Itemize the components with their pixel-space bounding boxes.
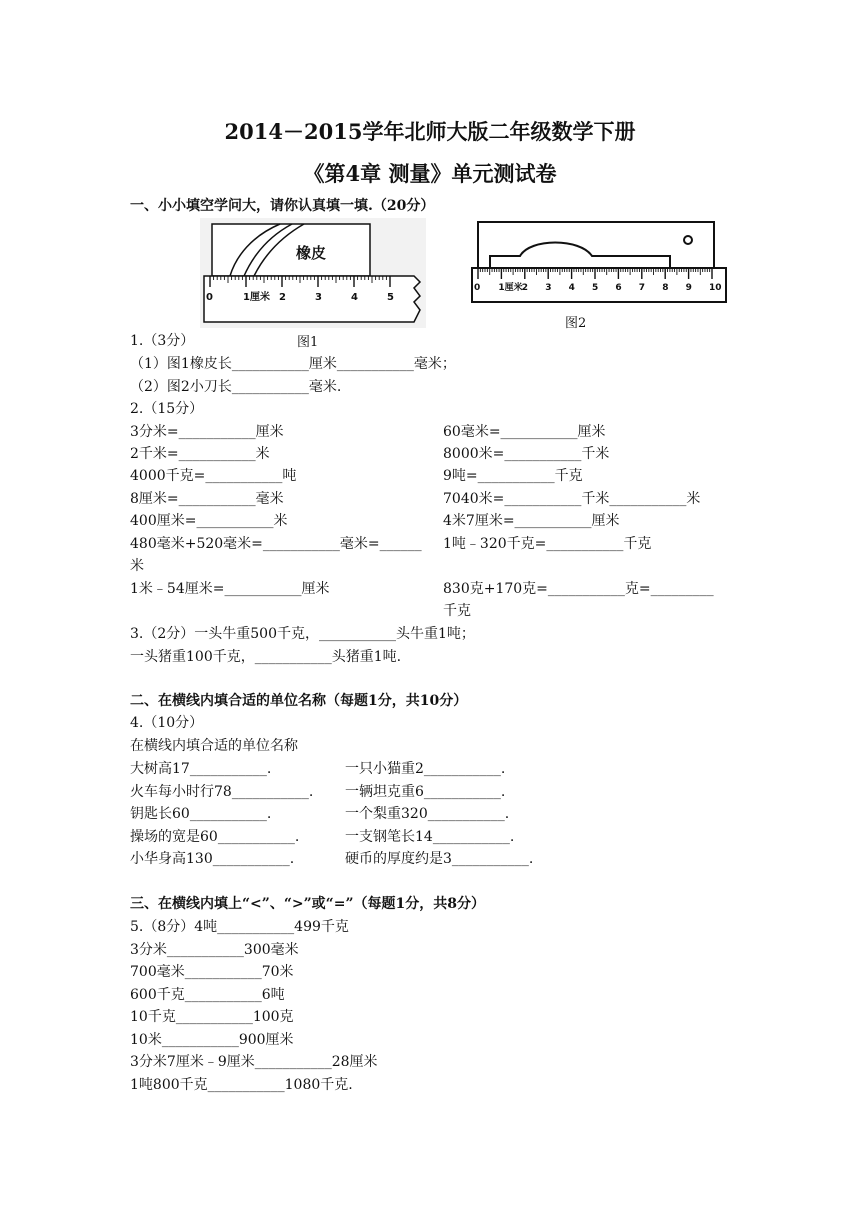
ruler-label: 2 [521, 283, 529, 293]
q1-part1: （1）图1橡皮长___________厘米___________毫米； [130, 356, 456, 372]
q4-right-1: 一只小猫重2___________. [345, 761, 506, 777]
q2-label: 2.（15分） [130, 401, 204, 417]
q5-item-1: 5.（8分）4吨___________499千克 [130, 919, 349, 935]
ruler-label: 4 [568, 283, 575, 293]
q2-left-7: 1米﹣54厘米=___________厘米 [130, 581, 330, 597]
title-line-2: 《第4章 测量》单元测试卷 [303, 161, 557, 186]
q3-line2: 一头猪重100千克，___________头猪重1吨. [130, 649, 402, 665]
q2-left-5: 400厘米=___________米 [130, 513, 288, 529]
q2-right-1: 60毫米=___________厘米 [443, 424, 606, 440]
q4-left-5: 小华身高130___________. [130, 851, 295, 867]
q2-left-2: 2千米=___________米 [130, 446, 270, 462]
q5-item-4: 600千克___________6吨 [130, 987, 285, 1003]
q2-right-3: 9吨=___________千克 [443, 468, 583, 484]
q2-right-7: 830克+170克=___________克=_________ [443, 581, 714, 597]
q5-item-8: 1吨800千克___________1080千克. [130, 1077, 353, 1093]
q5-item-7: 3分米7厘米﹣9厘米___________28厘米 [130, 1054, 378, 1070]
q2-right-5: 4米7厘米=___________厘米 [443, 513, 620, 529]
ruler-label: 5 [387, 292, 394, 303]
q3-line1: 3.（2分）一头牛重500千克，___________头牛重1吨； [130, 626, 475, 642]
ruler-label: 10 [709, 283, 722, 293]
q2-left-6: 480毫米+520毫米=___________毫米=______ [130, 536, 422, 552]
q4-right-4: 一支钢笔长14___________. [345, 829, 515, 845]
ruler-label: 6 [615, 283, 622, 293]
q2-left-1: 3分米=___________厘米 [130, 424, 284, 440]
ruler-label: 3 [315, 292, 322, 303]
q4-left-4: 操场的宽是60___________. [130, 829, 300, 845]
q2-right-2: 8000米=___________千米 [443, 446, 610, 462]
figure1-eraser-ruler [200, 218, 426, 328]
section3-heading: 三、在横线内填上“<”、“>”或“=”（每题1分，共8分） [130, 896, 485, 912]
q2-right-6: 1吨﹣320千克=___________千克 [443, 536, 652, 552]
figure2-knife-ruler [470, 218, 732, 310]
eraser-label: 橡皮 [296, 244, 327, 262]
q5-item-3: 700毫米___________70米 [130, 964, 294, 980]
q2-right-4: 7040米=___________千米___________米 [443, 491, 701, 507]
q2-right-7-wrap: 千克 [443, 603, 471, 619]
knife-shape [478, 222, 714, 268]
q1-part2: （2）图2小刀长___________毫米. [130, 379, 342, 395]
q4-label: 4.（10分） [130, 715, 204, 731]
section2-heading: 二、在横线内填合适的单位名称（每题1分，共10分） [130, 693, 468, 709]
q4-left-2: 火车每小时行78___________. [130, 784, 314, 800]
q5-item-6: 10米___________900厘米 [130, 1032, 294, 1048]
ruler-label: 0 [474, 283, 481, 293]
q2-left-4: 8厘米=___________毫米 [130, 491, 284, 507]
ruler-label: 7 [638, 283, 646, 293]
ruler-label: 1厘米 [498, 283, 523, 293]
ruler-label: 9 [685, 283, 692, 293]
section1-heading: 一、小小填空学问大，请你认真填一填.（20分） [130, 198, 435, 214]
figure2-caption: 图2 [565, 316, 587, 331]
figure1-caption: 图1 [297, 335, 319, 350]
q2-left-6-wrap: 米 [130, 558, 144, 574]
ruler-label: 1厘米 [243, 292, 270, 303]
q4-intro: 在横线内填合适的单位名称 [130, 738, 298, 754]
q1-label: 1.（3分） [130, 333, 195, 349]
q4-left-3: 钥匙长60___________. [130, 806, 272, 822]
ruler-label: 5 [592, 283, 599, 293]
q5-item-5: 10千克___________100克 [130, 1009, 294, 1025]
q2-left-3: 4000千克=___________吨 [130, 468, 297, 484]
ruler-label: 3 [545, 283, 552, 293]
q4-right-3: 一个梨重320___________. [345, 806, 510, 822]
ruler-label: 8 [662, 283, 669, 293]
ruler-label: 2 [279, 292, 286, 303]
q4-right-2: 一辆坦克重6___________. [345, 784, 506, 800]
q4-right-5: 硬币的厚度约是3___________. [345, 851, 534, 867]
q4-left-1: 大树高17___________. [130, 761, 272, 777]
title-line-1: 2014－2015学年北师大版二年级数学下册 [224, 119, 636, 144]
q5-item-2: 3分米___________300毫米 [130, 942, 299, 958]
ruler-label: 4 [351, 292, 358, 303]
ruler-label: 0 [206, 292, 213, 303]
